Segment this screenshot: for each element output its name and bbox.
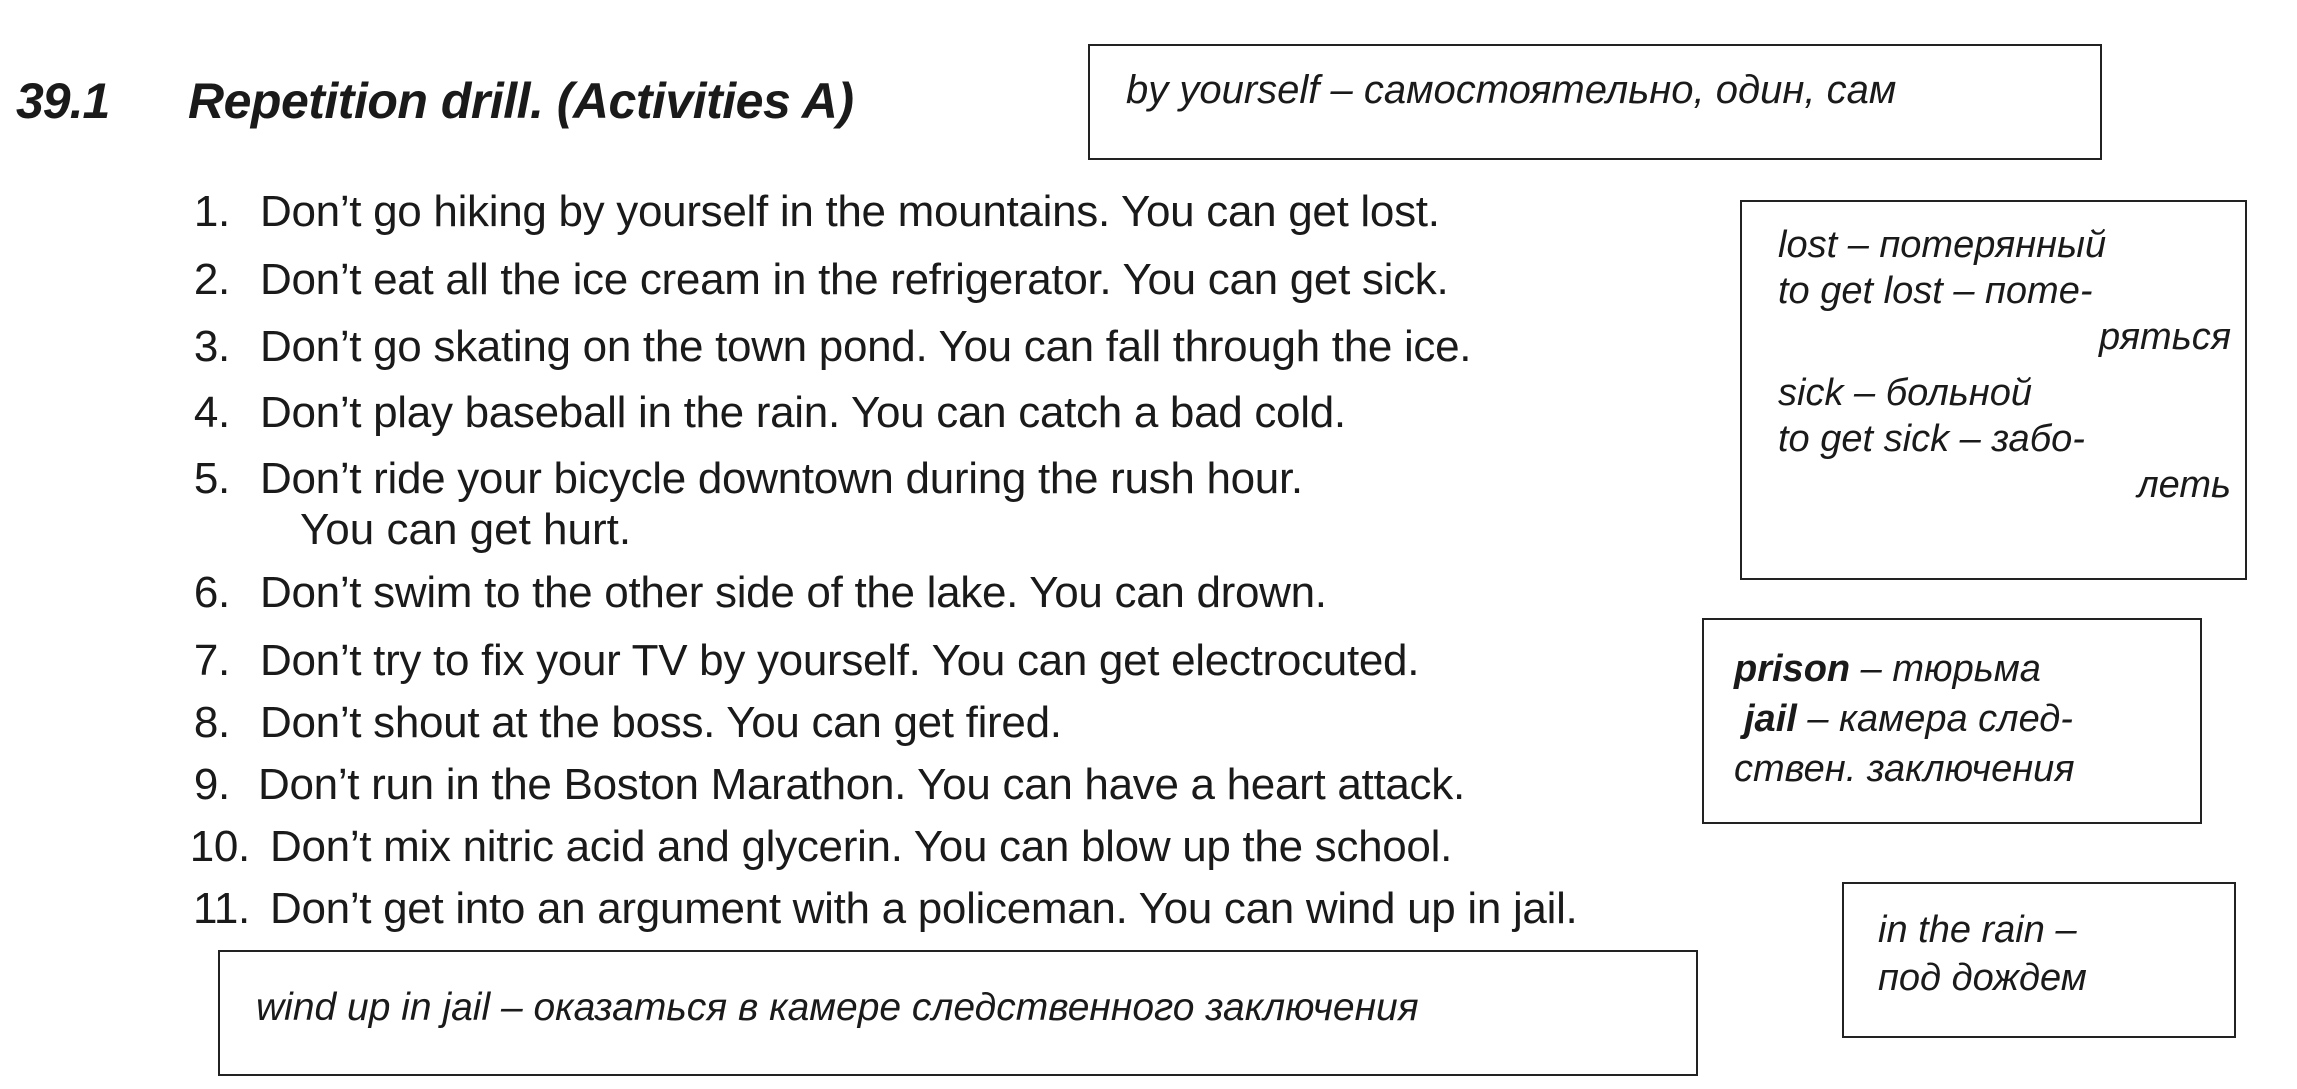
item-text: Don’t go hiking by yourself in the mountains. You can get lost. xyxy=(260,187,1440,236)
item-number: 6. xyxy=(193,568,230,617)
glossary-entry-wind-up: wind up in jail – оказаться в камере следственного заключения xyxy=(256,986,1419,1029)
exercise-number: 39.1 xyxy=(16,73,110,129)
item-number: 2. xyxy=(193,255,230,304)
item-text: Don’t shout at the boss. You can get fired. xyxy=(260,698,1062,747)
glossary-line: под дождем xyxy=(1878,957,2087,999)
item-text: Don’t play baseball in the rain. You can catch a bad cold. xyxy=(260,388,1346,437)
glossary-line: to get lost – поте- xyxy=(1778,270,2093,312)
glossary-line: ствен. заключения xyxy=(1734,748,2075,790)
glossary-line: in the rain – xyxy=(1878,909,2077,951)
item-continuation: You can get hurt. xyxy=(300,505,632,554)
glossary-box-lost-sick xyxy=(1740,200,2247,580)
glossary-line: леть xyxy=(2137,464,2231,506)
item-text: Don’t try to fix your TV by yourself. You can get electrocuted. xyxy=(260,636,1420,685)
item-number: 10. xyxy=(189,822,250,871)
glossary-box-rain xyxy=(1842,882,2236,1038)
item-text: Don’t eat all the ice cream in the refrigerator. You can get sick. xyxy=(260,255,1449,304)
glossary-definition: – камера след- xyxy=(1796,698,2073,740)
glossary-box-by-yourself xyxy=(1088,44,2102,160)
item-number: 8. xyxy=(193,698,230,747)
exercise-title: Repetition drill. (Activities A) xyxy=(188,73,854,129)
glossary-line: lost – потерянный xyxy=(1778,224,2107,266)
item-number: 3. xyxy=(193,322,230,371)
item-number: 4. xyxy=(193,388,230,437)
item-text: Don’t ride your bicycle downtown during the rush hour. xyxy=(260,454,1303,503)
item-number: 7. xyxy=(193,636,230,685)
item-number: 5. xyxy=(193,454,230,503)
glossary-term: jail xyxy=(1744,698,1797,740)
glossary-line: to get sick – забо- xyxy=(1778,418,2085,460)
item-text: Don’t mix nitric acid and glycerin. You can blow up the school. xyxy=(270,822,1452,871)
glossary-entry-by-yourself: by yourself – самостоятельно, один, сам xyxy=(1126,68,1897,112)
item-number: 9. xyxy=(193,760,230,809)
glossary-box-wind-up xyxy=(218,950,1698,1076)
item-number: 11. xyxy=(192,884,250,933)
glossary-definition: – тюрьма xyxy=(1850,648,2041,690)
item-text: Don’t go skating on the town pond. You can fall through the ice. xyxy=(260,322,1472,371)
item-text: Don’t get into an argument with a policeman. You can wind up in jail. xyxy=(270,884,1578,933)
glossary-term: prison xyxy=(1734,648,1851,690)
item-text: Don’t run in the Boston Marathon. You can have a heart attack. xyxy=(258,760,1465,809)
glossary-line: sick – больной xyxy=(1778,372,2032,414)
glossary-box-prison-jail xyxy=(1702,618,2202,824)
glossary-line xyxy=(1734,644,2190,694)
item-number: 1. xyxy=(193,187,230,236)
glossary-line: ряться xyxy=(2099,316,2231,358)
item-text: Don’t swim to the other side of the lake. You can drown. xyxy=(260,568,1327,617)
glossary-line xyxy=(1734,694,2190,744)
